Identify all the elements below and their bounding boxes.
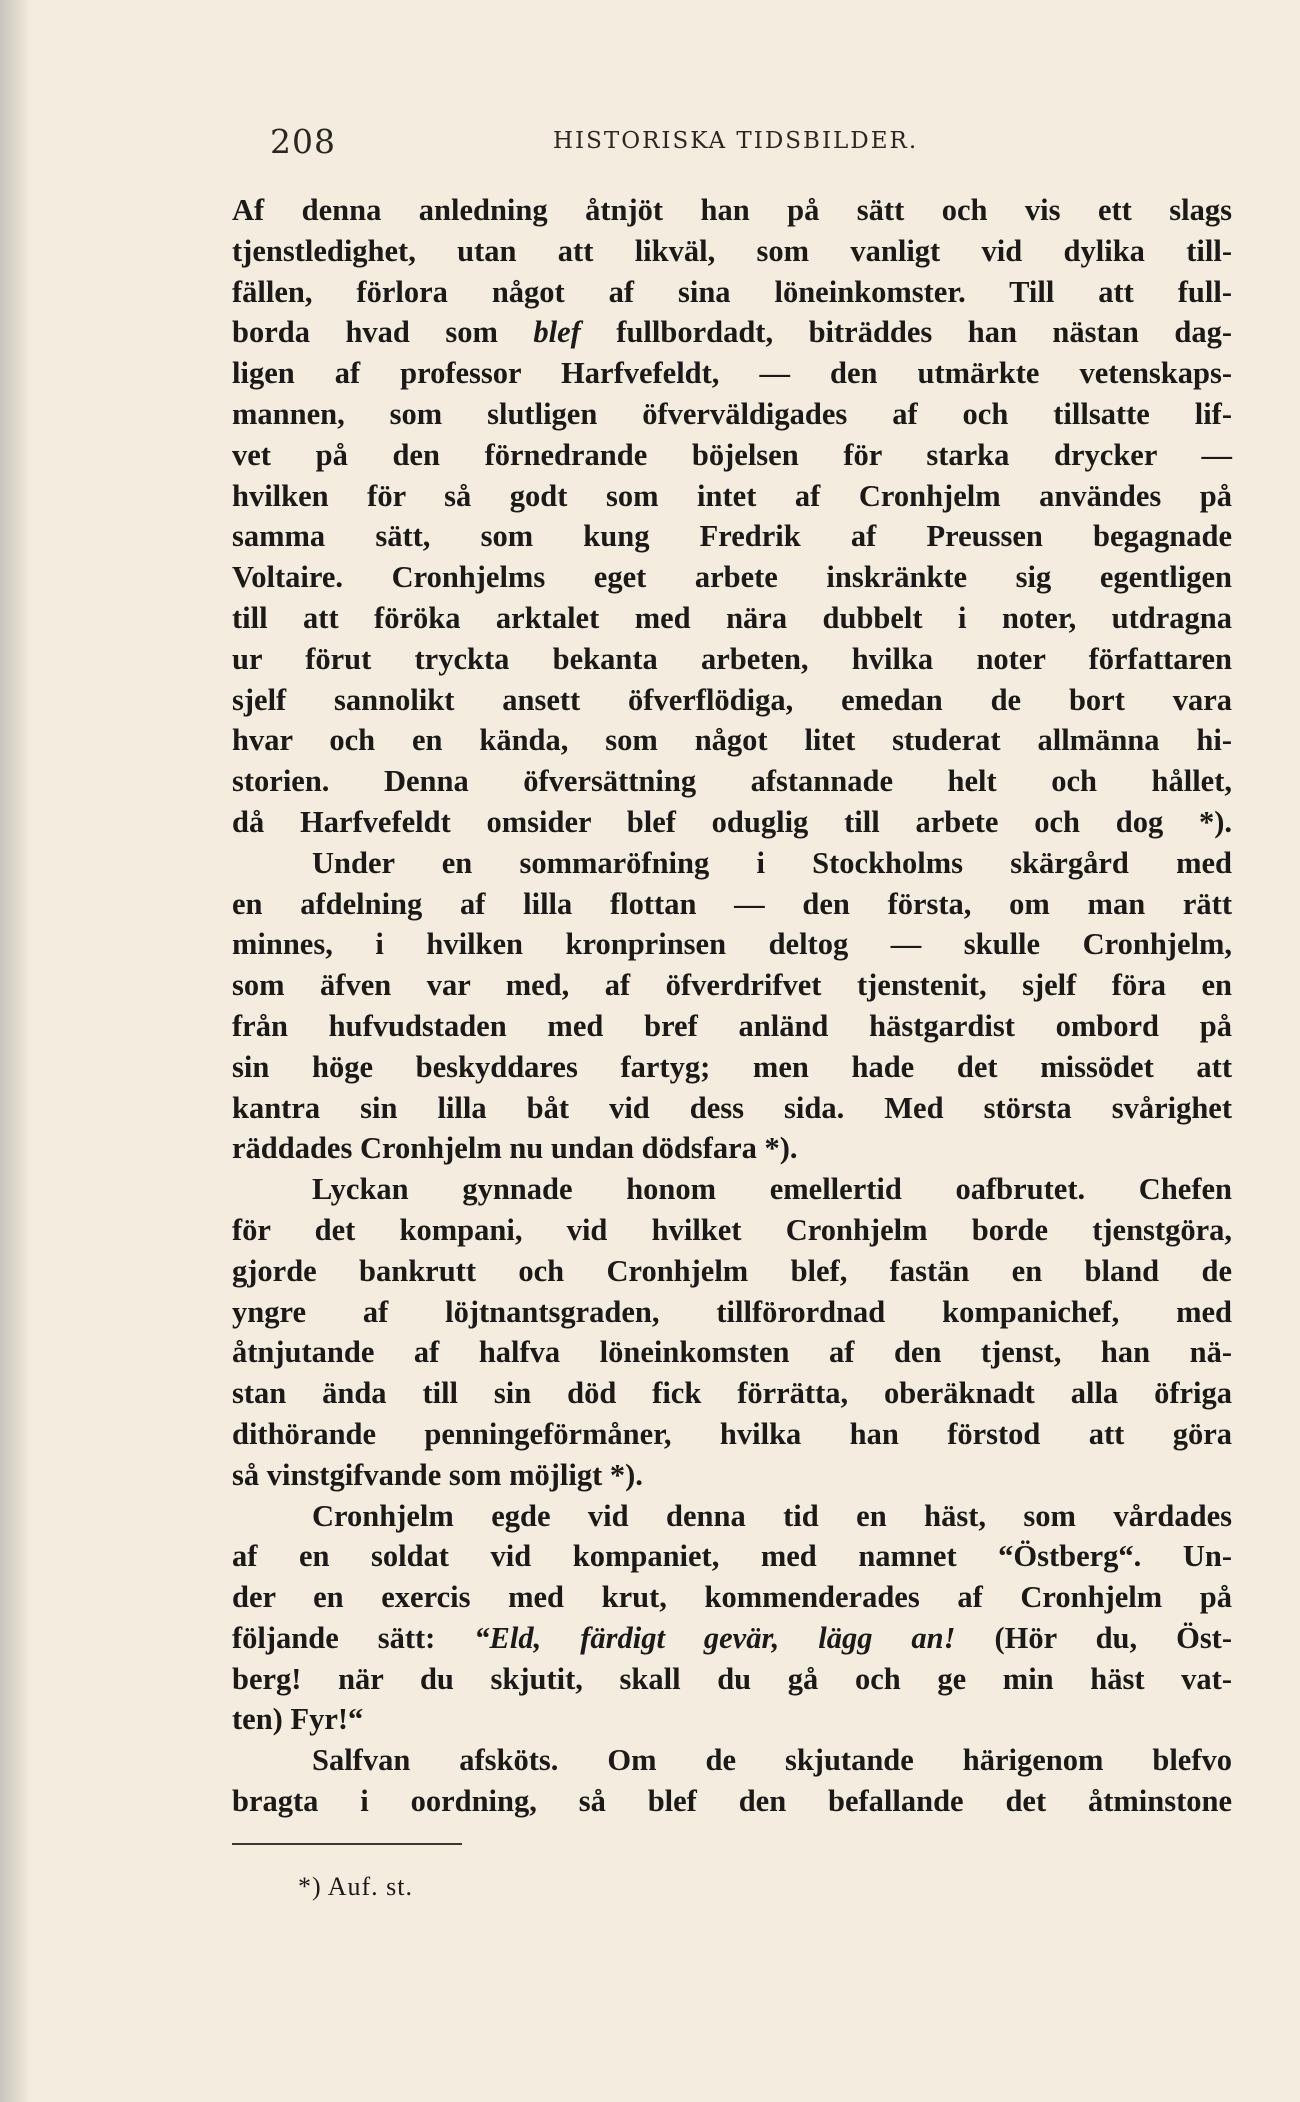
text-line: af en soldat vid kompaniet, med namnet “Östberg“. Un-: [232, 1539, 1232, 1574]
text-segment: (Hör du, Öst-: [955, 1620, 1232, 1655]
text-line: sin höge beskyddares fartyg; men hade det missödet att: [232, 1049, 1232, 1084]
text-line: minnes, i hvilken kronprinsen deltog — skulle Cronhjelm,: [232, 927, 1232, 962]
text-line: en afdelning af lilla flottan — den första, om man rätt: [232, 886, 1232, 921]
page-header: [270, 122, 920, 162]
text-line: tjenstledighet, utan att likväl, som vanligt vid dylika till-: [232, 233, 1232, 268]
page-edge-shadow: [0, 0, 30, 2102]
text-line: berg! när du skjutit, skall du gå och ge min häst vat-: [232, 1661, 1232, 1696]
text-line: hvar och en kända, som något litet studerat allmänna hi-: [232, 723, 1232, 758]
text-line: stan ända till sin död fick förrätta, oberäknadt alla öfriga: [232, 1376, 1232, 1411]
body-text: [232, 190, 1232, 1822]
text-line: storien. Denna öfversättning afstannade helt och hållet,: [232, 764, 1232, 799]
text-line: Under en sommaröfning i Stockholms skärgård med: [312, 845, 1232, 880]
text-line: yngre af löjtnantsgraden, tillförordnad kompanichef, med: [232, 1294, 1232, 1329]
italic-word: blef: [533, 315, 581, 350]
text-line: dithörande penningeförmåner, hvilka han förstod att göra: [232, 1416, 1232, 1451]
text-line: från hufvudstaden med bref anländ hästgardist ombord på: [232, 1008, 1232, 1043]
text-line: så vinstgifvande som möjligt *).: [232, 1457, 643, 1492]
text-line: till att föröka arktalet med nära dubbelt i noter, utdragna: [232, 600, 1232, 635]
text-line: ligen af professor Harfvefeldt, — den utmärkte vetenskaps-: [232, 356, 1232, 391]
text-line: [232, 312, 1232, 353]
text-line: ten) Fyr!“: [232, 1702, 364, 1737]
text-line: Lyckan gynnade honom emellertid oafbrutet. Chefen: [312, 1172, 1232, 1207]
text-line: Af denna anledning åtnjöt han på sätt och vis ett slags: [232, 193, 1232, 227]
text-line: fällen, förlora något af sina löneinkomster. Till att full-: [232, 274, 1232, 309]
text-line: kantra sin lilla båt vid dess sida. Med största svårighet: [232, 1090, 1232, 1125]
page-number: 208: [270, 122, 336, 161]
text-line: då Harfvefeldt omsider blef oduglig till arbete och dog *).: [232, 804, 1232, 839]
footnote-rule: [232, 1843, 462, 1845]
text-line: [232, 1618, 1232, 1659]
text-line: der en exercis med krut, kommenderades af Cronhjelm på: [232, 1580, 1232, 1615]
text-line: sjelf sannolikt ansett öfverflödiga, emedan de bort vara: [232, 682, 1232, 717]
text-line: Cronhjelm egde vid denna tid en häst, som vårdades: [312, 1498, 1232, 1533]
text-line: gjorde bankrutt och Cronhjelm blef, fastän en bland de: [232, 1253, 1232, 1288]
running-title: HISTORISKA TIDSBILDER.: [553, 128, 919, 154]
italic-command: “Eld, färdigt gevär, lägg an!: [474, 1620, 956, 1655]
text-line: Voltaire. Cronhjelms eget arbete inskränkte sig egentligen: [232, 560, 1232, 595]
text-line: hvilken för så godt som intet af Cronhjelm användes på: [232, 478, 1232, 513]
text-line: vet på den förnedrande böjelsen för starka drycker —: [232, 437, 1232, 472]
text-line: Salfvan afsköts. Om de skjutande härigenom blefvo: [312, 1743, 1232, 1778]
text-line: ur förut tryckta bekanta arbeten, hvilka noter författaren: [232, 641, 1232, 676]
text-line: räddades Cronhjelm nu undan dödsfara *).: [232, 1131, 798, 1166]
text-line: mannen, som slutligen öfverväldigades af och tillsatte lif-: [232, 396, 1232, 431]
text-line: samma sätt, som kung Fredrik af Preussen begagnade: [232, 519, 1232, 554]
text-line: bragta i oordning, så blef den befallande det åtminstone: [232, 1784, 1232, 1819]
text-line: åtnjutande af halfva löneinkomsten af den tjenst, han nä-: [232, 1335, 1232, 1370]
text-line: för det kompani, vid hvilket Cronhjelm borde tjenstgöra,: [232, 1212, 1232, 1247]
text-segment: fullbordadt, biträddes han nästan dag-: [580, 315, 1232, 350]
text-segment: följande sätt:: [232, 1620, 475, 1655]
text-segment: borda hvad som: [232, 315, 534, 350]
footnote: *) Auf. st.: [298, 1872, 413, 1901]
text-line: som äfven var med, af öfverdrifvet tjenstenit, sjelf föra en: [232, 968, 1232, 1003]
